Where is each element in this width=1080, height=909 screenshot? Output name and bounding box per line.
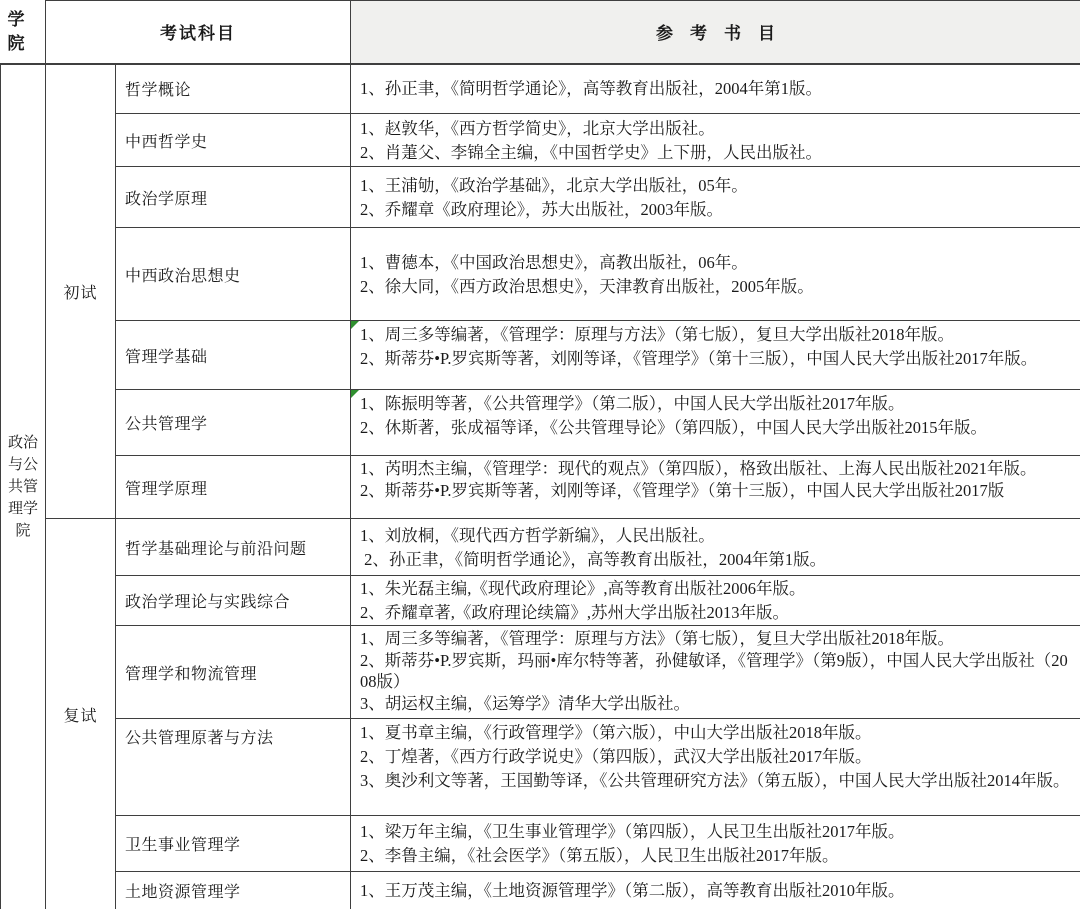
- reference-cell: [351, 456, 1080, 519]
- subject-cell: 中西哲学史: [116, 114, 351, 167]
- subject-cell: 公共管理学: [116, 390, 351, 456]
- reference-line: 1、周三多等编著，《管理学：原理与方法》（第七版），复旦大学出版社2018年版。: [360, 629, 954, 648]
- subject-cell: 哲学概论: [116, 64, 351, 114]
- reference-line: 1、周三多等编著，《管理学：原理与方法》（第七版），复旦大学出版社2018年版。: [360, 325, 954, 344]
- table-row: [1, 872, 1080, 909]
- table-row: [1, 519, 1080, 576]
- reference-cell: [351, 167, 1080, 228]
- references-header: 参 考 书 目: [351, 1, 1080, 64]
- table-row: [1, 228, 1080, 321]
- table-row: [1, 64, 1080, 114]
- subject-cell: 管理学和物流管理: [116, 626, 351, 719]
- reference-cell: [351, 228, 1080, 321]
- reference-line: 2、徐大同，《西方政治思想史》，天津教育出版社，2005年版。: [360, 276, 814, 296]
- table-row: [1, 816, 1080, 872]
- reference-line: 2、斯蒂芬•P.罗宾斯等著，刘刚等译，《管理学》（第十三版），中国人民大学出版社2017年版。: [360, 349, 1038, 368]
- table-row: [1, 626, 1080, 719]
- reference-line: 1、刘放桐，《现代西方哲学新编》，人民出版社。: [360, 525, 715, 545]
- subject-cell: 管理学原理: [116, 456, 351, 519]
- reference-line: 1、芮明杰主编，《管理学：现代的观点》（第四版），格致出版社、上海人民出版社2021年版。: [360, 459, 1037, 478]
- reference-cell: [351, 872, 1080, 909]
- reference-cell: [351, 576, 1080, 626]
- reference-cell: [351, 626, 1080, 719]
- subject-cell: 哲学基础理论与前沿问题: [116, 519, 351, 576]
- reference-cell: [351, 321, 1080, 390]
- reference-line: 1、曹德本，《中国政治思想史》，高教出版社，06年。: [360, 252, 748, 272]
- subject-cell: 中西政治思想史: [116, 228, 351, 321]
- reference-line: 2、肖萐父、李锦全主编，《中国哲学史》上下册，人民出版社。: [360, 142, 822, 162]
- reference-line: 2、丁煌著，《西方行政学说史》（第四版），武汉大学出版社2017年版。: [360, 747, 872, 766]
- cell-corner-marker-icon: [351, 321, 359, 329]
- stage-label-first-round: 初试: [46, 64, 116, 519]
- table-row: [1, 456, 1080, 519]
- reference-line: 2、孙正聿，《简明哲学通论》，高等教育出版社，2004年第1版。: [360, 549, 827, 569]
- reference-cell: [351, 114, 1080, 167]
- reference-line: 2、李鲁主编，《社会医学》（第五版），人民卫生出版社2017年版。: [360, 846, 839, 865]
- reference-line: 2、休斯著，张成福等译，《公共管理导论》（第四版），中国人民大学出版社2015年版。: [360, 418, 987, 437]
- subject-cell: 公共管理原著与方法: [116, 719, 351, 816]
- table-row: [1, 114, 1080, 167]
- reference-line: 1、梁万年主编，《卫生事业管理学》（第四版），人民卫生出版社2017年版。: [360, 822, 905, 841]
- reference-cell: [351, 719, 1080, 816]
- reference-line: 2、斯蒂芬•P.罗宾斯，玛丽•库尔特等著，孙健敏译，《管理学》（第9版），中国人民大学出版社（2008版）: [360, 650, 1068, 691]
- reference-line: 3、奥沙利文等著，王国勤等译，《公共管理研究方法》（第五版），中国人民大学出版社2014年版。: [360, 771, 1070, 790]
- reference-line: 1、赵敦华，《西方哲学简史》，北京大学出版社。: [360, 118, 715, 138]
- reference-line: 1、王浦劬，《政治学基础》，北京大学出版社，05年。: [360, 175, 748, 195]
- subject-cell: 卫生事业管理学: [116, 816, 351, 872]
- college-column-header: 学院: [1, 1, 46, 64]
- table-row: [1, 390, 1080, 456]
- table-row: [1, 719, 1080, 816]
- exam-subjects-header: 考试科目: [46, 1, 351, 64]
- reference-line: 2、斯蒂芬•P.罗宾斯等著，刘刚等译，《管理学》（第十三版），中国人民大学出版社2017版: [360, 480, 1005, 500]
- college-name: 政治与公共管理学院: [1, 64, 46, 909]
- subject-cell: 管理学基础: [116, 321, 351, 390]
- reference-line: 1、陈振明等著，《公共管理学》（第二版），中国人民大学出版社2017年版。: [360, 394, 905, 413]
- table-header-row: [1, 1, 1080, 64]
- reference-line: 2、乔耀章《政府理论》，苏大出版社，2003年版。: [360, 199, 723, 219]
- reference-line: 1、夏书章主编，《行政管理学》（第六版），中山大学出版社2018年版。: [360, 723, 872, 742]
- reference-line: 1、孙正聿，《简明哲学通论》，高等教育出版社，2004年第1版。: [360, 79, 822, 99]
- reference-cell: [351, 519, 1080, 576]
- reference-cell: [351, 64, 1080, 114]
- table-row: [1, 576, 1080, 626]
- reference-line: 2、乔耀章著,《政府理论续篇》,苏州大学出版社2013年版。: [360, 603, 789, 622]
- reference-line: 1、朱光磊主编,《现代政府理论》,高等教育出版社2006年版。: [360, 579, 806, 598]
- subject-cell: 政治学原理: [116, 167, 351, 228]
- reference-line: 3、胡运权主编，《运筹学》清华大学出版社。: [360, 693, 690, 713]
- reference-line: 1、王万茂主编，《土地资源管理学》（第二版），高等教育出版社2010年版。: [360, 881, 905, 900]
- subject-cell: 土地资源管理学: [116, 872, 351, 909]
- table-row: [1, 167, 1080, 228]
- reference-cell: [351, 816, 1080, 872]
- stage-label-second-round: 复试: [46, 519, 116, 909]
- subject-cell: 政治学理论与实践综合: [116, 576, 351, 626]
- table-row: [1, 321, 1080, 390]
- reference-cell: [351, 390, 1080, 456]
- cell-corner-marker-icon: [351, 390, 359, 398]
